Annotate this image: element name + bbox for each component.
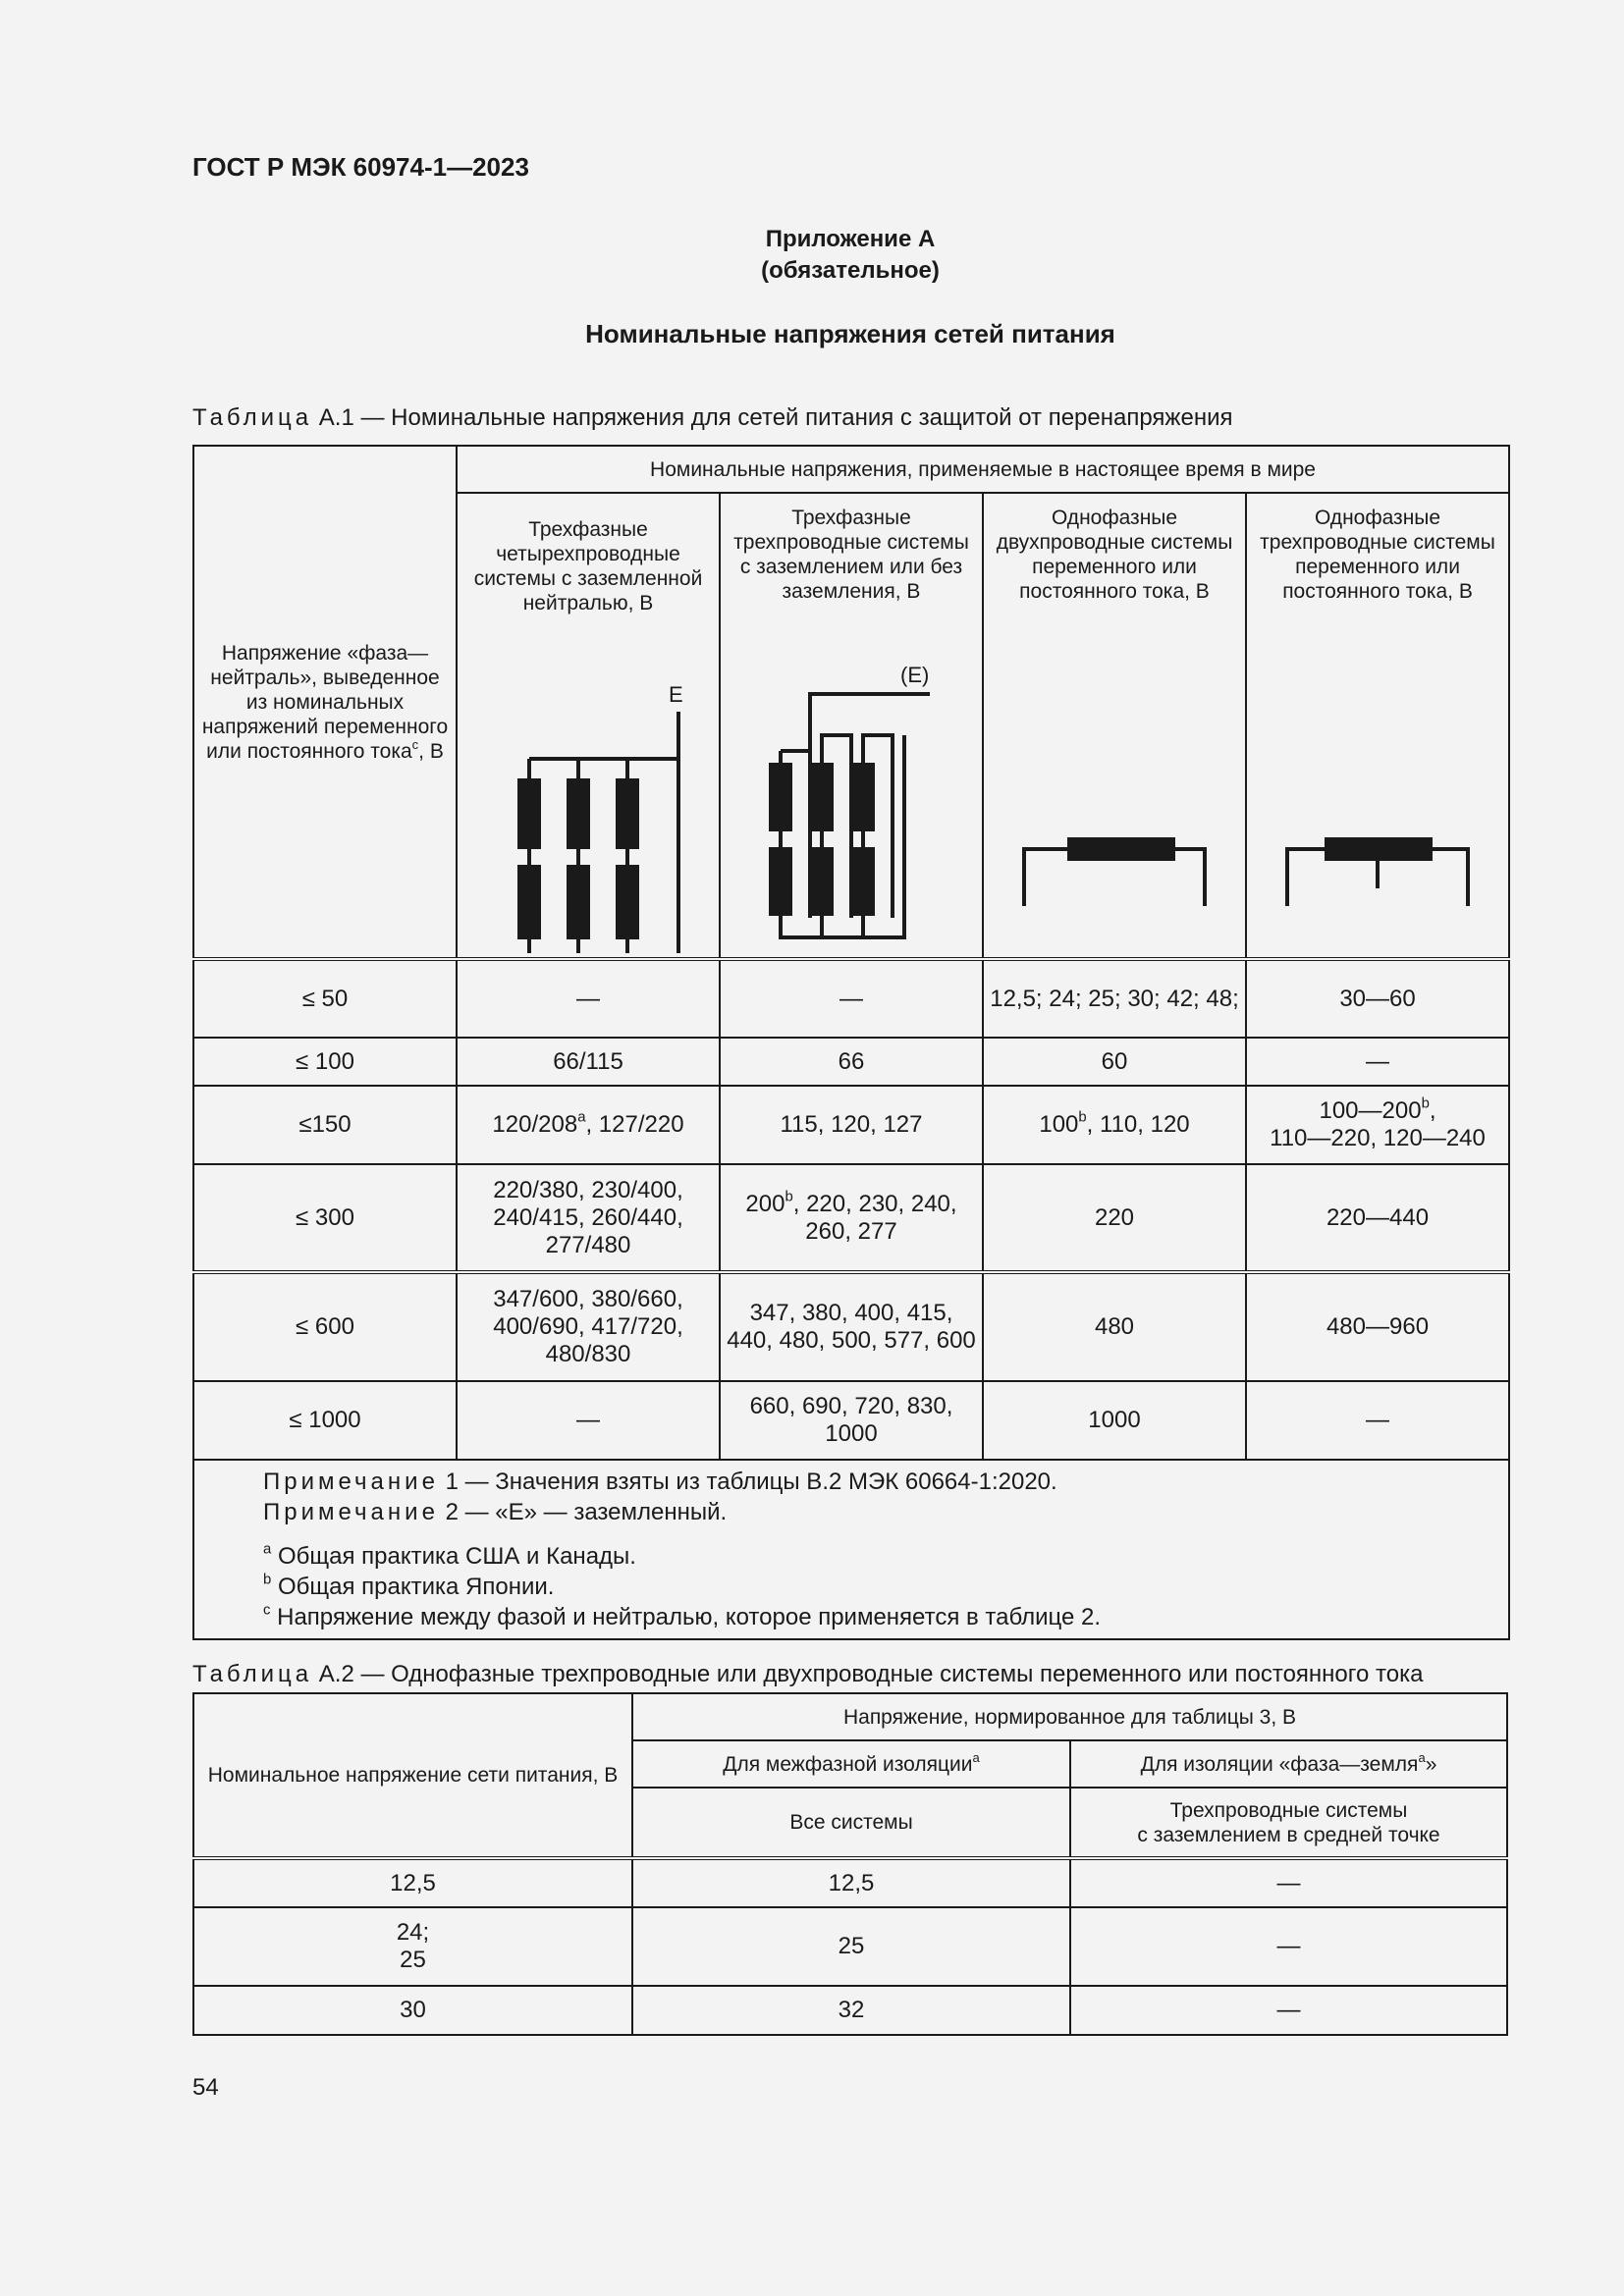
table2-caption-text: А.2 — Однофазные трехпроводные или двухпроводные системы переменного или постоянного тока	[318, 1661, 1424, 1687]
t2-row-header: Номинальное напряжение сети питания, В	[193, 1693, 632, 1858]
footnote-mark: b	[785, 1189, 793, 1205]
document-code: ГОСТ Р МЭК 60974-1—2023	[192, 152, 529, 182]
table-row	[193, 1164, 1509, 1272]
col4-header-text: Однофазные трехпроводные системы переменного или постоянного тока, В	[1260, 507, 1495, 603]
col2-header-text: Трехфазные трехпроводные системы с заземлением или без заземления, В	[733, 507, 969, 603]
col3-header-text: Однофазные двухпроводные системы переменного или постоянного тока, В	[996, 507, 1233, 603]
t2-cell-nominal: 30	[193, 1986, 632, 2035]
row-header-cell	[193, 446, 457, 959]
cell-col3: 480	[983, 1272, 1246, 1381]
cell-col1: 120/208$^a$, 127/220	[457, 1086, 720, 1164]
cell-col4: 220—440	[1246, 1164, 1509, 1272]
table-row	[193, 1381, 1509, 1460]
cell-col1: 66/115	[457, 1038, 720, 1086]
t2-group-header: Напряжение, нормированное для таблицы 3, В	[632, 1693, 1507, 1740]
row-header-footnote-mark: c	[411, 736, 419, 752]
t2-subheader-all-systems: Все системы	[632, 1788, 1070, 1858]
col-header-single-phase-three-wire	[1246, 493, 1509, 959]
three-phase-four-wire-diagram-icon	[470, 663, 706, 957]
footnote-mark: b	[1078, 1109, 1087, 1126]
footnote-b: $^b$ Общая практика Японии.	[263, 1572, 555, 1600]
cell-col2: —	[720, 959, 983, 1038]
cell-col1: 347/600, 380/660, 400/690, 417/720, 480/830	[457, 1272, 720, 1381]
table-row	[193, 1038, 1509, 1086]
table-row	[193, 1086, 1509, 1164]
cell-voltage: ≤ 600	[193, 1272, 457, 1381]
footnote-mark: a	[577, 1109, 586, 1126]
cell-col4: 480—960	[1246, 1272, 1509, 1381]
table1-caption	[192, 404, 1232, 432]
cell-col2: 200$^b$, 220, 230, 240, 260, 277	[720, 1164, 983, 1272]
cell-col4: —	[1246, 1381, 1509, 1460]
cell-col4: —	[1246, 1038, 1509, 1086]
earth-label-e: E	[669, 682, 683, 707]
table-row	[193, 1907, 1507, 1986]
appendix-status: (обязательное)	[761, 257, 940, 284]
single-phase-two-wire-diagram-icon	[997, 829, 1232, 908]
page-number: 54	[192, 2074, 219, 2101]
table-a2	[192, 1692, 1508, 2036]
group-header: Номинальные напряжения, применяемые в настоящее время в мире	[457, 446, 1509, 493]
col-header-single-phase-two-wire	[983, 493, 1246, 959]
table1-caption-text: А.1 — Номинальные напряжения для сетей питания с защитой от перенапряжения	[318, 404, 1233, 431]
cell-col3: 100$^b$, 110, 120	[983, 1086, 1246, 1164]
t2-subheader-three-wire: Трехпроводные системы с заземлением в средней точке	[1070, 1788, 1507, 1858]
table-row	[193, 959, 1509, 1038]
cell-voltage: ≤ 300	[193, 1164, 457, 1272]
cell-col3: 60	[983, 1038, 1246, 1086]
notes-cell	[193, 1460, 1509, 1639]
table-row	[193, 1858, 1507, 1907]
cell-voltage: ≤ 50	[193, 959, 457, 1038]
notes-row	[193, 1460, 1509, 1639]
t2-subheader-phase-earth: Для изоляции «фаза—земля$^a$»	[1070, 1740, 1507, 1788]
col-header-three-phase-three-wire	[720, 493, 983, 959]
cell-col3: 220	[983, 1164, 1246, 1272]
t2-cell-three-wire: —	[1070, 1986, 1507, 2035]
col1-header-text: Трехфазные четырехпроводные системы с заземленной нейтралью, В	[473, 518, 703, 614]
footnote-mark: b	[1421, 1095, 1430, 1112]
footnote-c: $^c$ Напряжение между фазой и нейтралью, которое применяется в таблице 2.	[263, 1602, 1102, 1630]
t2-cell-all-systems: 12,5	[632, 1858, 1070, 1907]
cell-voltage: ≤ 1000	[193, 1381, 457, 1460]
cell-col2: 115, 120, 127	[720, 1086, 983, 1164]
table-row	[193, 1986, 1507, 2035]
appendix-title: Приложение А	[765, 226, 936, 252]
row-header-unit: , В	[418, 739, 444, 763]
single-phase-three-wire-diagram-icon	[1260, 829, 1495, 908]
cell-col1: —	[457, 1381, 720, 1460]
table1-caption-word: Таблица	[192, 404, 313, 431]
three-phase-three-wire-diagram-icon	[733, 653, 969, 947]
cell-voltage: ≤150	[193, 1086, 457, 1164]
table2-caption	[192, 1661, 1423, 1688]
cell-col2: 66	[720, 1038, 983, 1086]
t2-subheader-phase-phase: Для межфазной изоляции$^a$	[632, 1740, 1070, 1788]
t2-cell-nominal: 24; 25	[193, 1907, 632, 1986]
note-1: Примечание 1 — Значения взяты из таблицы В.2 МЭК 60664-1:2020.	[263, 1468, 1057, 1495]
t2-cell-nominal: 12,5	[193, 1858, 632, 1907]
earth-label-e-optional: (E)	[900, 663, 930, 687]
cell-col4: 30—60	[1246, 959, 1509, 1038]
table-row	[193, 1272, 1509, 1381]
section-title: Номинальные напряжения сетей питания	[585, 319, 1115, 348]
cell-col1: 220/380, 230/400, 240/415, 260/440, 277/480	[457, 1164, 720, 1272]
cell-col3: 12,5; 24; 25; 30; 42; 48;	[983, 959, 1246, 1038]
footnote-a: $^a$ Общая практика США и Канады.	[263, 1541, 636, 1570]
row-header-text: Напряжение «фаза—нейтраль», выведенное из номинальных напряжений переменного или постоянного тока	[201, 641, 449, 763]
t2-cell-all-systems: 32	[632, 1986, 1070, 2035]
t2-cell-three-wire: —	[1070, 1907, 1507, 1986]
cell-col1: —	[457, 959, 720, 1038]
t2-cell-all-systems: 25	[632, 1907, 1070, 1986]
note-2: Примечание 2 — «Е» — заземленный.	[263, 1499, 728, 1525]
table2-caption-word: Таблица	[192, 1661, 313, 1687]
t2-cell-three-wire: —	[1070, 1858, 1507, 1907]
table-a1	[192, 445, 1510, 1640]
cell-col2: 347, 380, 400, 415, 440, 480, 500, 577, 600	[720, 1272, 983, 1381]
cell-voltage: ≤ 100	[193, 1038, 457, 1086]
cell-col3: 1000	[983, 1381, 1246, 1460]
cell-col4: 100—200$^b$, 110—220, 120—240	[1246, 1086, 1509, 1164]
cell-col2: 660, 690, 720, 830, 1000	[720, 1381, 983, 1460]
col-header-three-phase-four-wire	[457, 493, 720, 959]
